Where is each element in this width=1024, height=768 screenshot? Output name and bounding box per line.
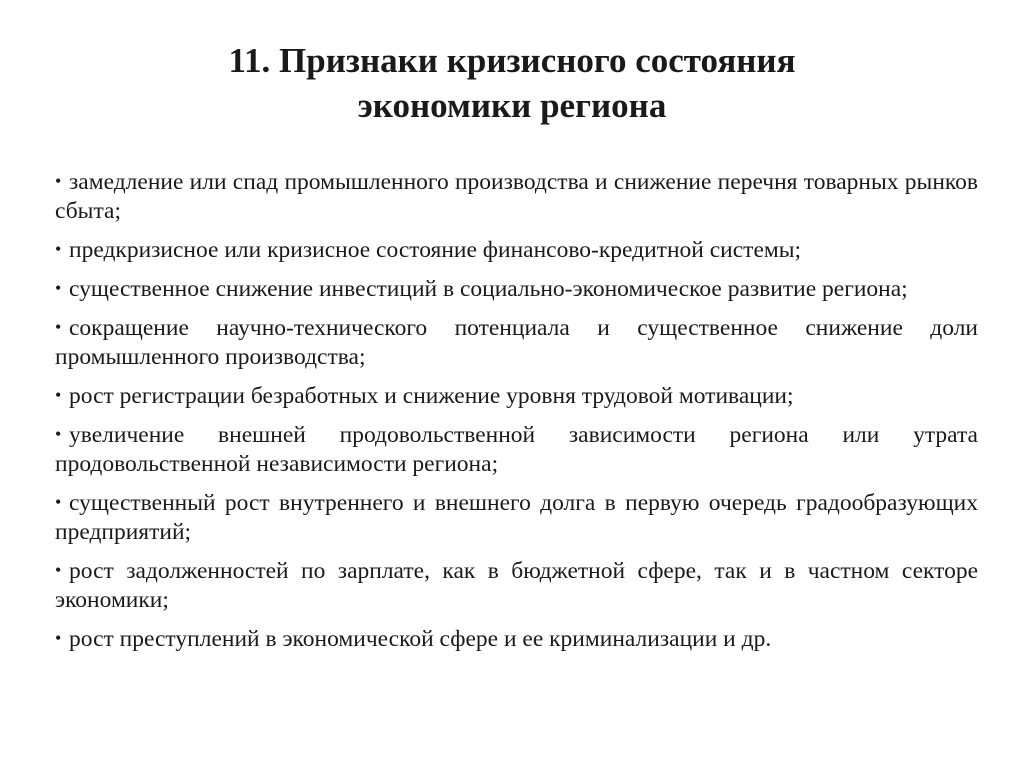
bullet-item <box>55 556 978 615</box>
bullet-text: увеличение внешней продовольственной зависимости региона или утрата продовольственной независимости региона; <box>55 422 978 477</box>
bullet-item <box>55 167 978 226</box>
bullet-marker-icon: • <box>55 239 62 259</box>
bullet-list <box>55 167 978 663</box>
slide-title-line-1: 11. Признаки кризисного состояния <box>228 41 796 80</box>
bullet-marker-icon: • <box>55 492 62 512</box>
bullet-item <box>55 381 978 411</box>
bullet-text: предкризисное или кризисное состояние финансово-кредитной системы; <box>69 237 802 263</box>
bullet-marker-icon: • <box>55 385 62 405</box>
bullet-text: замедление или спад промышленного производства и снижение перечня товарных рынков сбыта; <box>55 169 978 224</box>
bullet-item <box>55 420 978 479</box>
bullet-text: рост преступлений в экономической сфере и ее криминализации и др. <box>69 626 772 652</box>
bullet-marker-icon: • <box>55 171 62 191</box>
bullet-marker-icon: • <box>55 317 62 337</box>
bullet-marker-icon: • <box>55 424 62 444</box>
bullet-item <box>55 235 978 265</box>
bullet-item <box>55 624 978 654</box>
bullet-text: рост задолженностей по зарплате, как в бюджетной сфере, так и в частном секторе экономики; <box>55 558 978 613</box>
slide-title-line-2: экономики региона <box>357 86 667 125</box>
bullet-marker-icon: • <box>55 278 62 298</box>
bullet-text: существенное снижение инвестиций в социально-экономическое развитие региона; <box>69 276 908 302</box>
bullet-marker-icon: • <box>55 628 62 648</box>
bullet-item <box>55 488 978 547</box>
bullet-text: существенный рост внутреннего и внешнего долга в первую очередь градообразующих предприятий; <box>55 490 978 545</box>
bullet-item <box>55 274 978 304</box>
slide-title <box>0 38 1024 128</box>
bullet-item <box>55 313 978 372</box>
bullet-text: рост регистрации безработных и снижение уровня трудовой мотивации; <box>69 383 794 409</box>
bullet-text: сокращение научно-технического потенциала и существенное снижение доли промышленного производства; <box>55 315 978 370</box>
bullet-marker-icon: • <box>55 560 62 580</box>
